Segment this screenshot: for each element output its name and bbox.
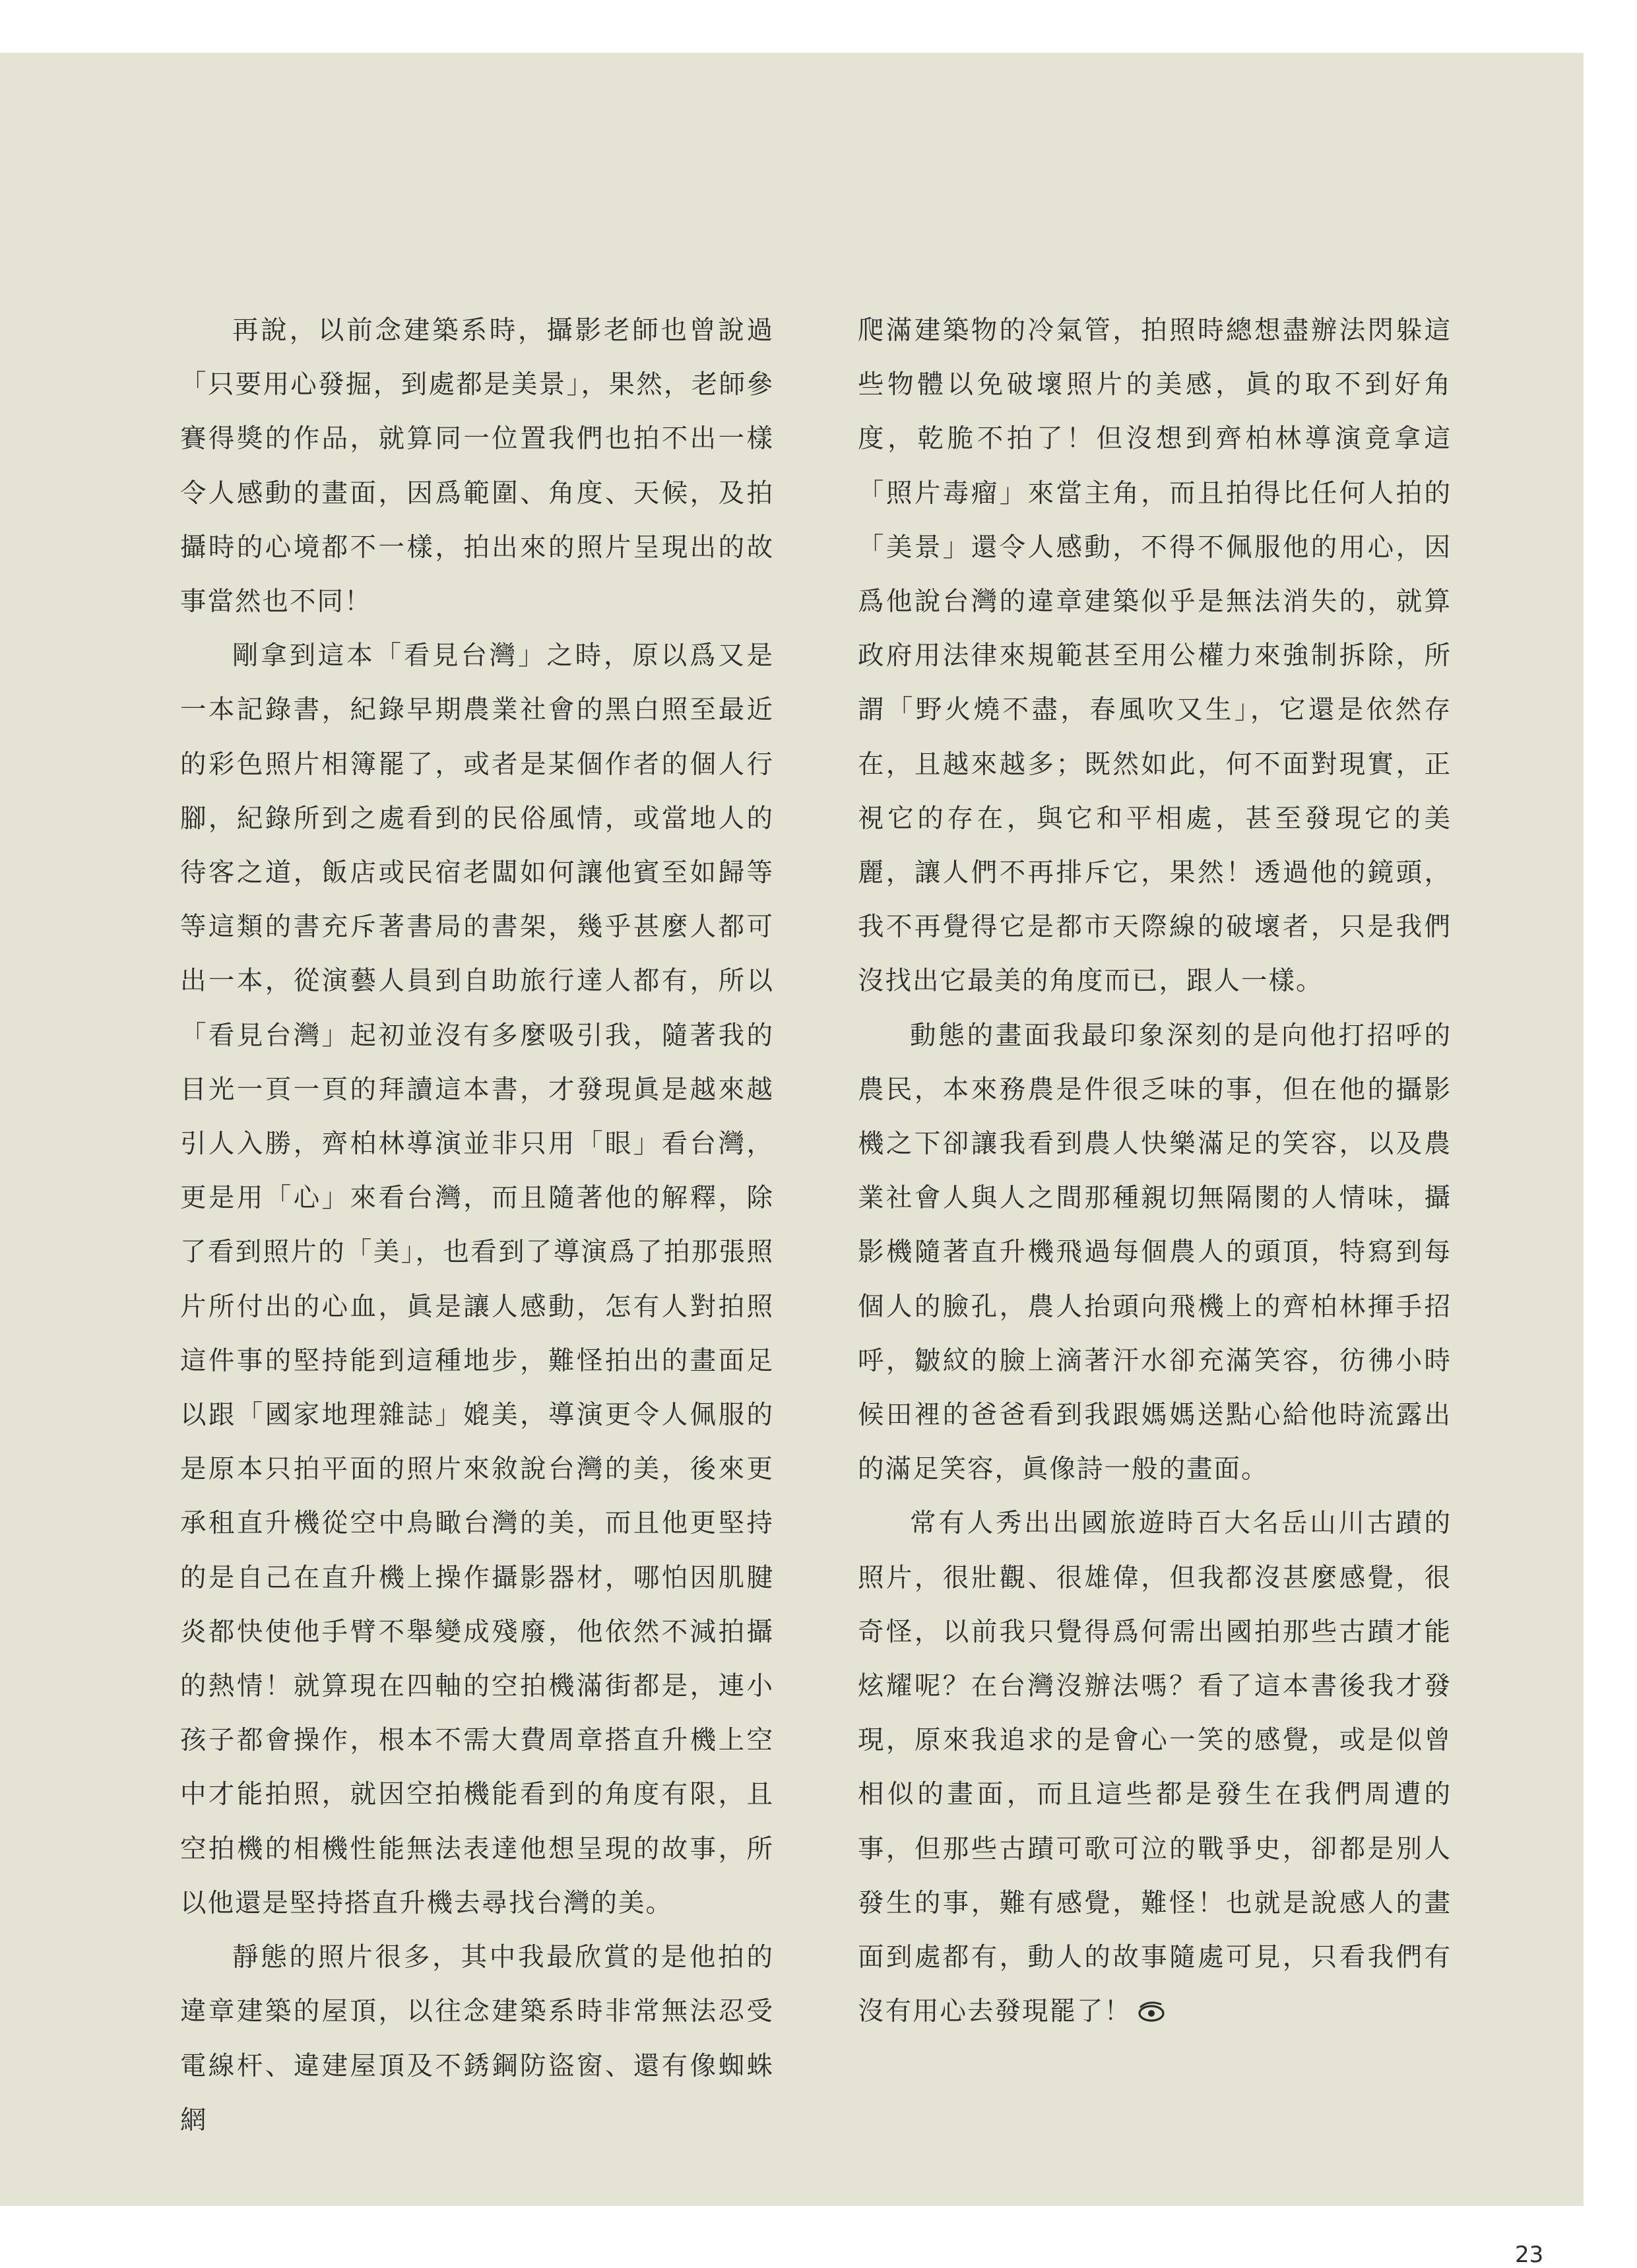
page-number: 23 — [1515, 2242, 1544, 2268]
left-column — [180, 303, 774, 2147]
eye-logo-icon — [1136, 1998, 1166, 2024]
right-column — [858, 303, 1452, 2039]
paragraph-3-continued: 爬滿建築物的冷氣管，拍照時總想盡辦法閃躲這些物體以免破壞照片的美感，眞的取不到好角度，乾脆不拍了！但沒想到齊柏林導演竟拿這「照片毒瘤」來當主角，而且拍得比任何人拍的「美景」還令人感動，不得不佩服他的用心，因爲他說台灣的違章建築似乎是無法消失的，就算政府用法律來規範甚至用公權力來強制拆除，所謂「野火燒不盡，春風吹又生」，它還是依然存在，且越來越多；既然如此，何不面對現實，正視它的存在，與它和平相處，甚至發現它的美麗，讓人們不再排斥它，果然！透過他的鏡頭，我不再覺得它是都市天際線的破壞者，只是我們沒找出它最美的角度而已，跟人一樣。 — [858, 315, 1452, 997]
paragraph-5 — [858, 1496, 1452, 2038]
paragraph-2: 剛拿到這本「看見台灣」之時，原以爲又是一本記錄書，紀錄早期農業社會的黑白照至最近的彩色照片相簿罷了，或者是某個作者的個人行腳，紀錄所到之處看到的民俗風情，或當地人的待客之道，飯店或民宿老闆如何讓他賓至如歸等等這類的書充斥著書局的書架，幾乎甚麼人都可出一本，從演藝人員到自助旅行達人都有，所以「看見台灣」起初並沒有多麼吸引我，隨著我的目光一頁一頁的拜讀這本書，才發現眞是越來越引人入勝，齊柏林導演並非只用「眼」看台灣，更是用「心」來看台灣，而且隨著他的解釋，除了看到照片的「美」，也看到了導演爲了拍那張照片所付出的心血，眞是讓人感動，怎有人對拍照這件事的堅持能到這種地步，難怪拍出的畫面足以跟「國家地理雜誌」媲美，導演更令人佩服的是原本只拍平面的照片來敘說台灣的美，後來更承租直升機從空中鳥瞰台灣的美，而且他更堅持的是自己在直升機上操作攝影器材，哪怕因肌腱炎都快使他手臂不舉變成殘廢，他依然不減拍攝的熱情！就算現在四軸的空拍機滿街都是，連小孩子都會操作，根本不需大費周章搭直升機上空中才能拍照，就因空拍機能看到的角度有限，且空拍機的相機性能無法表達他想呈現的故事，所以他還是堅持搭直升機去尋找台灣的美。 — [180, 641, 774, 1918]
paragraph-4: 動態的畫面我最印象深刻的是向他打招呼的農民，本來務農是件很乏味的事，但在他的攝影機之下卻讓我看到農人快樂滿足的笑容，以及農業社會人與人之間那種親切無隔閡的人情味，攝影機隨著直升機飛過每個農人的頭頂，特寫到每個人的臉孔，農人抬頭向飛機上的齊柏林揮手招呼，皺紋的臉上滴著汗水卻充滿笑容，彷彿小時候田裡的爸爸看到我跟媽媽送點心給他時流露出的滿足笑容，眞像詩一般的畫面。 — [858, 1020, 1452, 1485]
page-background — [0, 53, 1584, 2268]
paragraph-3: 靜態的照片很多，其中我最欣賞的是他拍的違章建築的屋頂，以往念建築系時非常無法忍受電線杆、違建屋頂及不銹鋼防盜窗、還有像蜘蛛網 — [180, 1942, 774, 2135]
paragraph-1: 再說，以前念建築系時，攝影老師也曾說過「只要用心發掘，到處都是美景」，果然，老師參賽得獎的作品，就算同一位置我們也拍不出一樣令人感動的畫面，因爲範圍、角度、天候，及拍攝時的心境都不一樣，拍出來的照片呈現出的故事當然也不同！ — [180, 315, 774, 617]
paragraph-5-text: 常有人秀出出國旅遊時百大名岳山川古蹟的照片，很壯觀、很雄偉，但我都沒甚麼感覺，很奇怪，以前我只覺得爲何需出國拍那些古蹟才能炫耀呢？在台灣沒辦法嗎？看了這本書後我才發現，原來我追求的是會心一笑的感覺，或是似曾相似的畫面，而且這些都是發生在我們周遭的事，但那些古蹟可歌可泣的戰爭史，卻都是別人發生的事，難有感覺，難怪！也就是說感人的畫面到處都有，動人的故事隨處可見，只看我們有沒有用心去發現罷了！ — [858, 1508, 1452, 2027]
